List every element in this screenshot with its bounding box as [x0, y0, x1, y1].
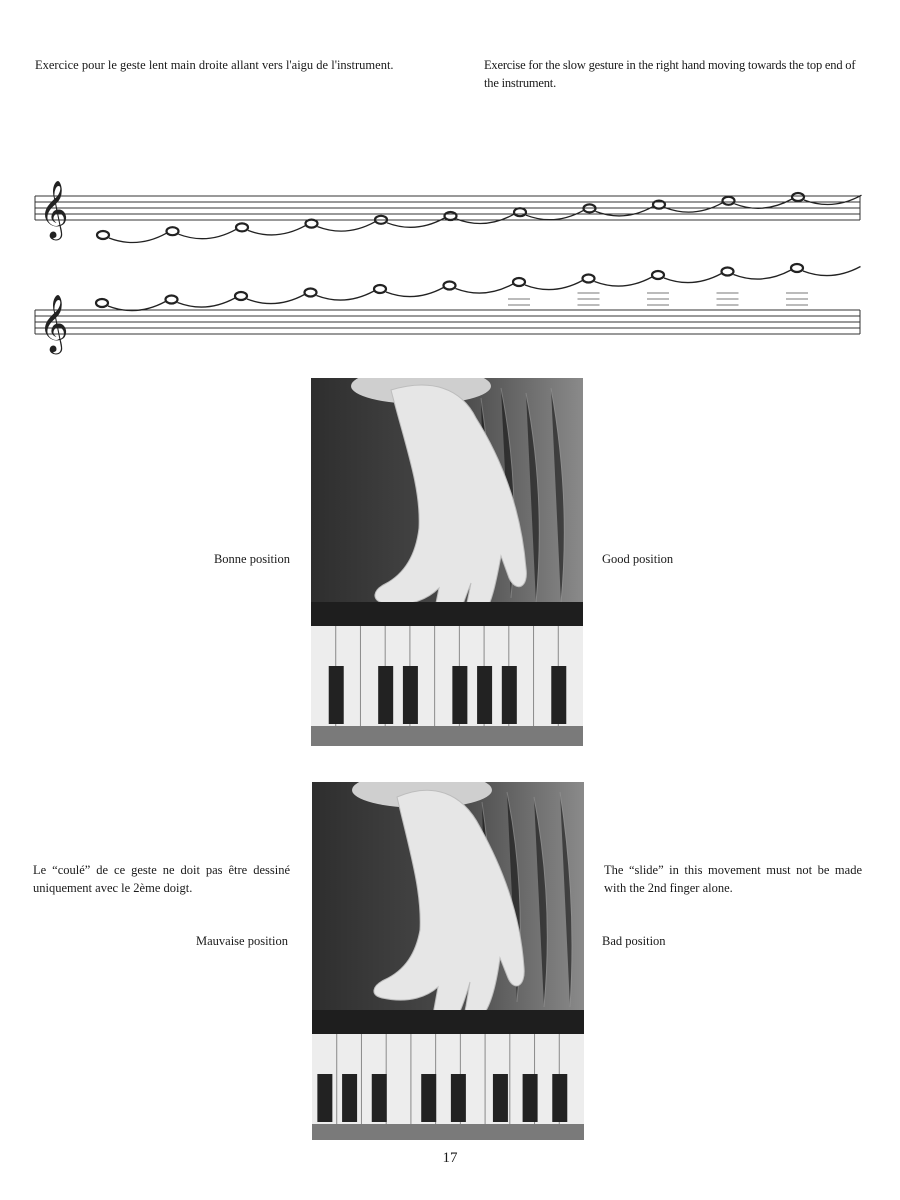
svg-text:𝄞: 𝄞	[39, 294, 69, 352]
black-key	[477, 666, 492, 724]
slur	[735, 199, 793, 208]
slur	[247, 295, 305, 304]
whole-note-icon	[166, 296, 178, 304]
slur	[317, 291, 375, 300]
treble-clef-icon	[39, 294, 69, 355]
whole-note-icon	[652, 271, 664, 279]
whole-note-icon	[583, 275, 595, 283]
black-key	[403, 666, 418, 724]
black-key	[451, 1074, 466, 1122]
whole-note-icon	[792, 193, 804, 201]
whole-note-icon	[374, 285, 386, 293]
black-key	[551, 666, 566, 724]
slur	[456, 284, 514, 293]
slur	[178, 298, 236, 307]
whole-note-icon	[167, 227, 179, 235]
slur	[664, 274, 722, 283]
whole-note-icon	[235, 292, 247, 300]
whole-note-icon	[791, 264, 803, 272]
black-key	[342, 1074, 357, 1122]
bad-position-label-en: Bad position	[602, 934, 666, 948]
whole-note-icon	[97, 231, 109, 239]
treble-clef-icon	[39, 180, 69, 241]
whole-note-icon	[514, 208, 526, 216]
slur	[526, 210, 584, 219]
slur	[457, 214, 515, 223]
whole-note-icon	[513, 278, 525, 286]
slur	[109, 233, 167, 242]
black-key	[329, 666, 344, 724]
svg-text:𝄞: 𝄞	[39, 180, 69, 238]
black-key	[523, 1074, 538, 1122]
whole-note-icon	[236, 223, 248, 231]
black-key	[317, 1074, 332, 1122]
black-key	[372, 1074, 387, 1122]
slur	[386, 288, 444, 297]
intro-text-en: Exercise for the slow gesture in the right hand moving towards the top end of the instrument.	[484, 58, 856, 90]
whole-note-icon	[96, 299, 108, 307]
slur	[248, 226, 306, 235]
slur	[525, 281, 583, 290]
good-position-label-en: Good position	[602, 552, 674, 566]
slur	[665, 203, 723, 212]
black-key	[552, 1074, 567, 1122]
slur	[108, 302, 166, 311]
slur	[179, 229, 237, 238]
black-key	[502, 666, 517, 724]
bad-position-label-fr: Mauvaise position	[195, 934, 288, 948]
whole-note-icon	[722, 268, 734, 276]
whole-note-icon	[444, 282, 456, 290]
bad-note-fr: Le “coulé” de ce geste ne doit pas être dessiné uniquement avec le 2ème doigt.	[33, 863, 290, 895]
bad-note-en: The “slide” in this movement must not be made with the 2nd finger alone.	[604, 863, 862, 895]
slur	[803, 267, 861, 276]
slur	[318, 222, 376, 231]
black-key	[493, 1074, 508, 1122]
good-position-label-fr: Bonne position	[213, 552, 290, 566]
hand-photo-bad	[312, 782, 584, 1140]
slur	[595, 277, 653, 286]
whole-note-icon	[723, 197, 735, 205]
slur	[804, 195, 862, 204]
hand-photo-good	[311, 378, 583, 746]
page-number: 17	[442, 1150, 458, 1166]
black-key	[378, 666, 393, 724]
intro-text-fr: Exercice pour le geste lent main droite allant vers l'aigu de l'instrument.	[35, 58, 394, 72]
black-key	[421, 1074, 436, 1122]
slur	[387, 218, 445, 227]
whole-note-icon	[305, 289, 317, 297]
whole-note-icon	[306, 220, 318, 228]
slur	[734, 270, 792, 279]
black-key	[452, 666, 467, 724]
whole-note-icon	[445, 212, 457, 220]
